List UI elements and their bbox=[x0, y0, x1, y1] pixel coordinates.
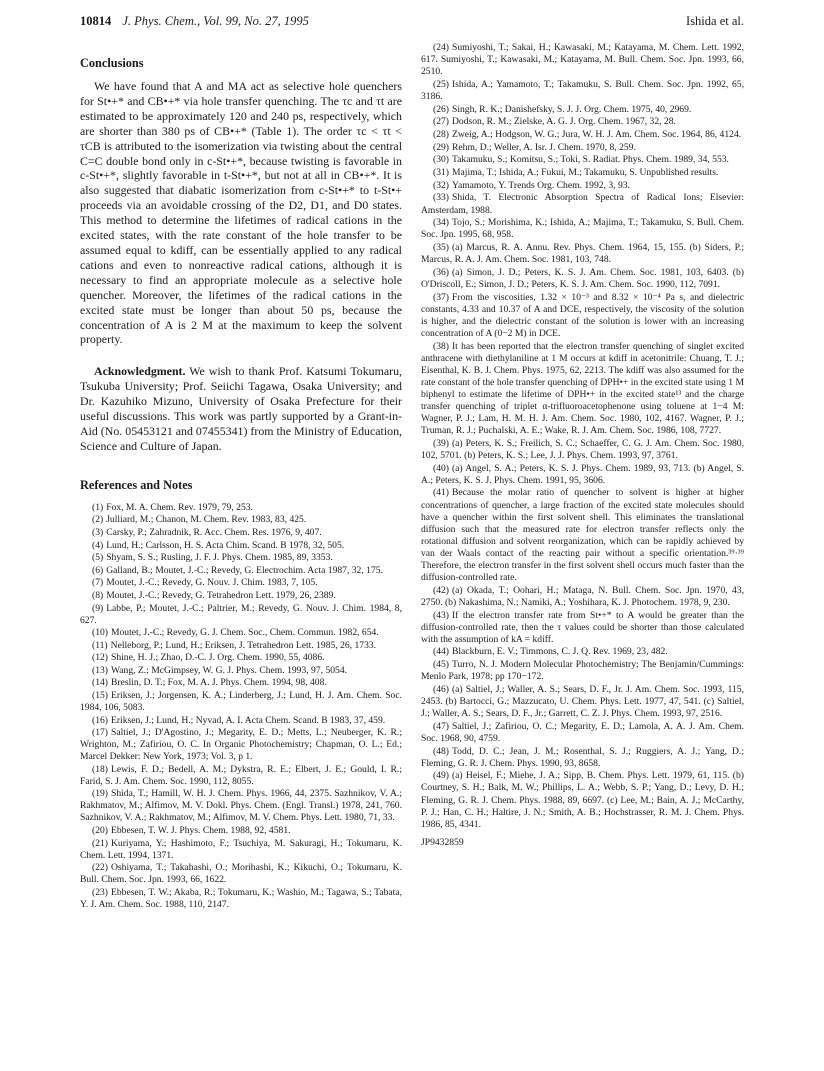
reference-text: Carsky, P.; Zahradnik, R. Acc. Chem. Res. 1976, 9, 407. bbox=[106, 526, 322, 538]
reference-item bbox=[80, 627, 402, 639]
reference-text: Because the molar ratio of quencher to solvent is higher at higher concentrations of quencher, a large fraction of the excited state molecules should have a quencher within the first solvent shell. This eliminates the translational diffusion such that the measured rate for electron transfer reflects only the rotational diffusion and solvent reorganization, which can be rapidly achieved by van der Waals contact of the reacting pair without a specific orientation.³⁹·³⁹ Therefore, the electron transfer in the first solvent shell occurs much faster than the diffusion-controlled rate. bbox=[421, 487, 744, 584]
reference-text: Takamuku, S.; Komitsu, S.; Toki, S. Radiat. Phys. Chem. 1989, 34, 553. bbox=[451, 154, 729, 166]
reference-number: (6) bbox=[92, 564, 104, 576]
right-column bbox=[421, 42, 744, 850]
reference-text: (a) Okada, T.; Oohari, H.; Mataga, N. Bull. Chem. Soc. Jpn. 1970, 43, 2750. (b) Nakashima, N.; Namiki, A.; Yoshihara, K. J. Photochem. 1978, 9, 230. bbox=[421, 584, 744, 608]
reference-item bbox=[80, 764, 402, 788]
reference-number: (44) bbox=[433, 646, 449, 658]
reference-text: (a) Heisel, F.; Miehe, J. A.; Sipp, B. Chem. Phys. Lett. 1979, 61, 115. (b) Courtney, S. H.; Balk, M. W.; Phillips, L. A.; Webb, S. P.; Yang, D.; Levy, D. H.; Fleming, G. R. J. Chem. Phys. 1988, 89, 6697. (c) Lee, M.; Bain, A. J.; McCarthy, P. J.; Han, C. H.; Haltire, J. N.; Smith, A. B.; Hochstrasser, R. M. J. Chem. Phys. 1986, 85, 4341. bbox=[421, 770, 744, 830]
reference-item bbox=[421, 721, 744, 745]
acknowledgment-text: We wish to thank Prof. Katsumi Tokumaru, Tsukuba University; Prof. Seiichi Tagawa, Osaka University; and Dr. Kazuhiko Mizuno, University of Osaka Prefecture for their useful discussions. This work was partly supported by a Grant-in-Aid (No. 05453121 and 07455341) from the Ministry of Education, Science and Culture of Japan. bbox=[80, 364, 402, 453]
reference-text: Eriksen, J.; Lund, H.; Nyvad, A. I. Acta Chem. Scand. B 1983, 37, 459. bbox=[110, 714, 386, 726]
reference-number: (31) bbox=[433, 167, 449, 179]
reference-item bbox=[421, 267, 744, 291]
reference-text: Julliard, M.; Chanon, M. Chem. Rev. 1983, 83, 425. bbox=[106, 514, 307, 526]
reference-text: Rehm, D.; Weller, A. Isr. J. Chem. 1970, 8, 259. bbox=[451, 141, 636, 153]
conclusions-paragraph: We have found that A and MA act as selective hole quenchers for St•+* and CB•+* via hole transfer quenching. The τc and τt are estimated to be approximately 120 and 240 ps, respectively, which are shorter than 380 ps of CB•+* (Table 1). The order τc < τt < τCB is attributed to the isomerization via twisting about the central C=C double bond only in c-St•+*, because twisting is favorable in c-St•+*, slightly favorable in t-St•+*, but not at all in CB•+*. It is also suggested that diabatic isomerization from c-St•+* to t-St•+ proceeds via an avoidable crossing of the D2, D1, and D0 states. This method to determine the lifetimes of radical cations in the excited states, with the rate constant of the hole transfer to be assumed equal to kdiff, can be essentially applied to any radical cations and even to nonreactive radical cations, although it is necessary to find an appropriate molecule as a selective hole quencher. Moreover, the lifetimes of the radical cations in the excited state must be longer than about 50 ps, because the concentration of A is 2 M at the maximum to keep the solvent property. bbox=[80, 79, 402, 347]
reference-text: Singh, R. K.; Danishefsky, S. J. J. Org. Chem. 1975, 40, 2969. bbox=[451, 103, 692, 115]
reference-number: (33) bbox=[433, 192, 449, 204]
reference-item bbox=[421, 610, 744, 646]
running-header bbox=[80, 14, 744, 34]
reference-number: (45) bbox=[433, 659, 449, 671]
reference-item bbox=[421, 585, 744, 609]
reference-item bbox=[421, 646, 744, 658]
references-heading: References and Notes bbox=[80, 477, 193, 492]
reference-text: From the viscosities, 1.32 × 10⁻³ and 8.32 × 10⁻⁴ Pa s, and dielectric constants, 4.33 and 10.37 of A and DCE, respectively, the viscosity of the solution is higher, and the dielectric constant of the solution is lower with an increasing concentration of A (0−2 M) in DCE. bbox=[421, 291, 744, 339]
reference-item bbox=[421, 192, 744, 216]
reference-item bbox=[80, 603, 402, 627]
reference-number: (16) bbox=[92, 714, 108, 726]
reference-text: Shine, H. J.; Zhao, D.-C. J. Org. Chem. 1990, 55, 4086. bbox=[110, 652, 325, 664]
header-authors: Ishida et al. bbox=[686, 14, 744, 28]
reference-text: Eriksen, J.; Jorgensen, K. A.; Linderberg, J.; Lund, H. J. Am. Chem. Soc. 1984, 106, 5083. bbox=[80, 690, 402, 714]
reference-item bbox=[80, 715, 402, 727]
document-id: JP9432859 bbox=[421, 836, 464, 848]
journal-citation: J. Phys. Chem., Vol. 99, No. 27, 1995 bbox=[122, 14, 309, 28]
reference-text: It has been reported that the electron transfer quenching of singlet excited anthracene with diethylaniline at 1 M occurs at kdiff in acetonitrile: Chuang, T. J.; Eisenthal, K. B. J. Chem. Phys. 1975, 62, 2213. The kdiff was also assumed for the rate constant of the hole transfer quenching of DPH•+ in the excited state using 1 M biphenyl to estimate the lifetime of DPH•+ in the excited state¹³ and the charge transfer quenching of triplet α-trifluoroacetophenone using toluene at 1−4 M: Wagner, P. J.; Lam, H. M. H. J. Am. Chem. Soc. 1980, 102, 4167. Wagner, P. J.; Truman, R. J.; Puchalski, A. E.; Wake, R. J. Am. Chem. Soc. 1986, 108, 7727. bbox=[421, 340, 744, 437]
reference-text: Ishida, A.; Yamamoto, T.; Takamuku, S. Bull. Chem. Soc. Jpn. 1992, 65, 3186. bbox=[421, 78, 744, 102]
reference-number: (7) bbox=[92, 577, 104, 589]
reference-text: Shyam, S. S.; Rusling, J. F. J. Phys. Chem. 1985, 89, 3353. bbox=[106, 552, 333, 564]
reference-item bbox=[80, 665, 402, 677]
reference-item bbox=[80, 825, 402, 837]
reference-number: (42) bbox=[433, 584, 449, 596]
reference-number: (29) bbox=[433, 141, 449, 153]
reference-text: Lund, H.; Carlsson, H. S. Acta Chim. Scand. B 1978, 32, 505. bbox=[106, 539, 345, 551]
reference-text: Oshiyama, T.; Takahashi, O.; Morihashi, K.; Kikuchi, O.; Tokumaru, K. Bull. Chem. Soc. Jpn. 1993, 66, 1622. bbox=[80, 862, 402, 886]
reference-item bbox=[421, 242, 744, 266]
reference-item bbox=[421, 659, 744, 683]
reference-number: (1) bbox=[92, 501, 104, 513]
reference-text: Breslin, D. T.; Fox, M. A. J. Phys. Chem. 1994, 98, 408. bbox=[110, 677, 327, 689]
reference-number: (23) bbox=[92, 886, 108, 898]
reference-text: Moutet, J.-C.; Revedy, G. J. Chem. Soc., Chem. Commun. 1982, 654. bbox=[110, 627, 379, 639]
reference-number: (20) bbox=[92, 825, 108, 837]
reference-number: (12) bbox=[92, 652, 108, 664]
conclusions-heading: Conclusions bbox=[80, 56, 144, 70]
reference-number: (8) bbox=[92, 589, 104, 601]
reference-text: (a) Simon, J. D.; Peters, K. S. J. Am. Chem. Soc. 1981, 103, 6403. (b) O'Driscoll, E.; Simon, J. D.; Peters, K. S. J. Am. Chem. Soc. 1990, 112, 7091. bbox=[421, 266, 744, 290]
reference-number: (17) bbox=[92, 727, 108, 739]
reference-text: Ebbesen, T. W.; Akaba, R.; Tokumaru, K.; Washio, M.; Tagawa, S.; Tabata, Y. J. Am. Chem. Soc. 1988, 110, 2147. bbox=[80, 886, 402, 910]
reference-number: (27) bbox=[433, 116, 449, 128]
reference-text: (a) Angel, S. A.; Peters, K. S. J. Phys. Chem. 1989, 93, 713. (b) Angel, S. A.; Peters, K. S. J. Phys. Chem. 1991, 95, 3606. bbox=[421, 462, 744, 486]
reference-number: (26) bbox=[433, 103, 449, 115]
reference-item bbox=[421, 487, 744, 584]
reference-text: Labbe, P.; Moutet, J.-C.; Paltrier, M.; Revedy, G. Nouv. J. Chim. 1984, 8, 627. bbox=[80, 602, 402, 626]
reference-number: (2) bbox=[92, 514, 104, 526]
reference-number: (11) bbox=[92, 639, 108, 651]
reference-item bbox=[421, 684, 744, 720]
reference-number: (25) bbox=[433, 78, 449, 90]
reference-number: (35) bbox=[433, 242, 449, 254]
reference-number: (9) bbox=[92, 602, 104, 614]
reference-item bbox=[80, 838, 402, 862]
reference-item bbox=[80, 640, 402, 652]
reference-number: (22) bbox=[92, 862, 108, 874]
reference-text: Lewis, F. D.; Bedell, A. M.; Dykstra, R. E.; Elbert, J. E.; Gould, I. R.; Farid, S. J. Am. Chem. Soc. 1990, 112, 8055. bbox=[80, 763, 402, 787]
reference-number: (5) bbox=[92, 552, 104, 564]
reference-item bbox=[421, 104, 744, 116]
reference-item bbox=[421, 154, 744, 166]
reference-number: (4) bbox=[92, 539, 104, 551]
reference-item bbox=[80, 540, 402, 552]
reference-number: (46) bbox=[433, 683, 449, 695]
reference-text: Turro, N. J. Modern Molecular Photochemistry; The Benjamin/Cummings: Menlo Park, 1978; pp 170−172. bbox=[421, 659, 744, 683]
reference-item bbox=[421, 292, 744, 340]
reference-text: Majima, T.; Ishida, A.; Fukui, M.; Takamuku, S. Unpublished results. bbox=[451, 167, 719, 179]
reference-list-right bbox=[421, 42, 744, 831]
reference-item bbox=[421, 217, 744, 241]
reference-list-left bbox=[80, 502, 402, 911]
reference-number: (28) bbox=[433, 129, 449, 141]
reference-number: (38) bbox=[433, 340, 449, 352]
reference-number: (3) bbox=[92, 526, 104, 538]
reference-item bbox=[80, 727, 402, 763]
reference-item bbox=[80, 690, 402, 714]
reference-text: Blackburn, E. V.; Timmons, C. J. Q. Rev. 1969, 23, 482. bbox=[451, 646, 668, 658]
reference-text: Ebbesen, T. W. J. Phys. Chem. 1988, 92, 4581. bbox=[110, 825, 291, 837]
reference-item bbox=[421, 129, 744, 141]
reference-item bbox=[421, 770, 744, 830]
reference-text: If the electron transfer rate from St•+* to A would be greater than the diffusion-controlled rate, then the τ values could be shorter than those calculated with the assumption of kA = kdiff. bbox=[421, 609, 744, 645]
reference-text: Fox, M. A. Chem. Rev. 1979, 79, 253. bbox=[106, 501, 253, 513]
reference-number: (40) bbox=[433, 462, 449, 474]
reference-number: (14) bbox=[92, 677, 108, 689]
header-left bbox=[80, 14, 309, 29]
reference-number: (47) bbox=[433, 720, 449, 732]
reference-item bbox=[421, 463, 744, 487]
reference-item bbox=[80, 552, 402, 564]
reference-item bbox=[421, 42, 744, 78]
reference-item bbox=[421, 79, 744, 103]
reference-item bbox=[80, 527, 402, 539]
reference-number: (21) bbox=[92, 837, 108, 849]
reference-item bbox=[421, 142, 744, 154]
reference-text: Dodson, R. M.; Zielske, A. G. J. Org. Chem. 1967, 32, 28. bbox=[451, 116, 676, 128]
reference-number: (30) bbox=[433, 154, 449, 166]
reference-item bbox=[421, 167, 744, 179]
reference-text: Shida, T.; Hamill, W. H. J. Chem. Phys. 1966, 44, 2375. Sazhnikov, V. A.; Rakhmatov, M.; Alfimov, M. V. Dokl. Phys. Chem. (Engl. Transl.) 1978, 241, 760. Sazhnikov, V. A.; Rakhmatov, M.; Alfimov, M. V. Chem. Phys. Lett. 1980, 71, 33. bbox=[80, 788, 402, 824]
reference-text: Moutet, J.-C.; Revedy, G. Tetrahedron Lett. 1979, 26, 2389. bbox=[106, 589, 336, 601]
reference-text: Saltiel, J.; D'Agostino, J.; Megarity, E. D.; Metts, L.; Neuberger, K. R.; Wrighton, M.; Zafiriou, O. C. In Organic Photochemistry; Chapman, O. L.; Ed.; Marcel Dekker: New York, 1973; Vol. 3, p 1. bbox=[80, 727, 402, 763]
reference-item bbox=[421, 438, 744, 462]
reference-number: (32) bbox=[433, 179, 449, 191]
reference-item bbox=[80, 887, 402, 911]
reference-item bbox=[421, 341, 744, 438]
reference-item bbox=[421, 746, 744, 770]
reference-text: Kuriyama, Y.; Hashimoto, F.; Tsuchiya, M. Sakuragi, H.; Tokumaru, K. Chem. Lett. 1994, 1371. bbox=[80, 837, 402, 861]
page-number: 10814 bbox=[80, 14, 112, 28]
reference-item bbox=[80, 590, 402, 602]
left-column bbox=[80, 56, 402, 911]
reference-number: (10) bbox=[92, 627, 108, 639]
reference-text: Galland, B.; Moutet, J.-C.; Revedy, G. Electrochim. Acta 1987, 32, 175. bbox=[106, 564, 383, 576]
reference-number: (34) bbox=[433, 217, 449, 229]
reference-number: (37) bbox=[433, 291, 449, 303]
reference-text: Saltiel, J.; Zafiriou, O. C.; Megarity, E. D.; Lamola, A. A. J. Am. Chem. Soc. 1968, 90, 4759. bbox=[421, 720, 744, 744]
reference-text: Sumiyoshi, T.; Sakai, H.; Kawasaki, M.; Katayama, M. Chem. Lett. 1992, 617. Sumiyoshi, T.; Kawasaki, M.; Katayama, M. Bull. Chem. Soc. Jpn. 1993, 66, 2510. bbox=[421, 42, 744, 78]
reference-text: Moutet, J.-C.; Revedy, G. Nouv. J. Chim. 1983, 7, 105. bbox=[106, 577, 318, 589]
reference-number: (36) bbox=[433, 266, 449, 278]
reference-text: Todd, D. C.; Jean, J. M.; Rosenthal, S. J.; Ruggiers, A. J.; Yang, D.; Fleming, G. R. J. Chem. Phys. 1990, 93, 8658. bbox=[421, 745, 744, 769]
reference-number: (19) bbox=[92, 788, 108, 800]
reference-text: Shida, T. Electronic Absorption Spectra of Radical Ions; Elsevier: Amsterdam, 1988. bbox=[421, 192, 744, 216]
reference-item bbox=[80, 502, 402, 514]
reference-text: Nelleborg, P.; Lund, H.; Eriksen, J. Tetrahedron Lett. 1985, 26, 1733. bbox=[110, 639, 377, 651]
reference-text: Yamamoto, Y. Trends Org. Chem. 1992, 3, 93. bbox=[451, 179, 630, 191]
reference-text: Wang, Z.; McGimpsey, W. G. J. Phys. Chem. 1993, 97, 5054. bbox=[110, 664, 348, 676]
reference-item bbox=[80, 652, 402, 664]
reference-item bbox=[80, 514, 402, 526]
reference-text: Zweig, A.; Hodgson, W. G.; Jura, W. H. J. Am. Chem. Soc. 1964, 86, 4124. bbox=[451, 129, 742, 141]
reference-text: (a) Saltiel, J.; Waller, A. S.; Sears, D. F., Jr. J. Am. Chem. Soc. 1993, 115, 2453. (b) Bartocci, G.; Mazzucato, U. Chem. Phys. Lett. 1977, 47, 541. (c) Saltiel, J.; Waller, A. S.; Sears, D. F., Jr.; Garrett, C. Z. J. Phys. Chem. 1993, 97, 2516. bbox=[421, 683, 744, 720]
reference-text: (a) Marcus, R. A. Annu. Rev. Phys. Chem. 1964, 15, 155. (b) Siders, P.; Marcus, R. A. J. Am. Chem. Soc. 1981, 103, 748. bbox=[421, 242, 744, 266]
reference-number: (24) bbox=[433, 42, 449, 53]
reference-number: (43) bbox=[433, 609, 449, 621]
reference-number: (18) bbox=[92, 763, 108, 775]
reference-number: (48) bbox=[433, 745, 449, 757]
reference-item bbox=[421, 116, 744, 128]
reference-number: (41) bbox=[433, 487, 449, 499]
reference-item bbox=[421, 180, 744, 192]
reference-item bbox=[80, 788, 402, 824]
reference-number: (49) bbox=[433, 770, 449, 782]
acknowledgment-label: Acknowledgment. bbox=[94, 364, 186, 379]
reference-item bbox=[80, 577, 402, 589]
reference-text: (a) Peters, K. S.; Freilich, S. C.; Schaeffer, C. G. J. Am. Chem. Soc. 1980, 102, 5701. (b) Peters, K. S.; Lee, J. J. Phys. Chem. 1993, 97, 3761. bbox=[421, 437, 744, 461]
reference-item bbox=[80, 862, 402, 886]
acknowledgment-paragraph bbox=[80, 364, 402, 453]
reference-number: (13) bbox=[92, 664, 108, 676]
reference-number: (15) bbox=[92, 690, 108, 702]
reference-text: Tojo, S.; Morishima, K.; Ishida, A.; Majima, T.; Takamuku, S. Bull. Chem. Soc. Jpn. 1995, 68, 958. bbox=[421, 217, 744, 241]
reference-item bbox=[80, 677, 402, 689]
reference-item bbox=[80, 565, 402, 577]
reference-number: (39) bbox=[433, 437, 449, 449]
